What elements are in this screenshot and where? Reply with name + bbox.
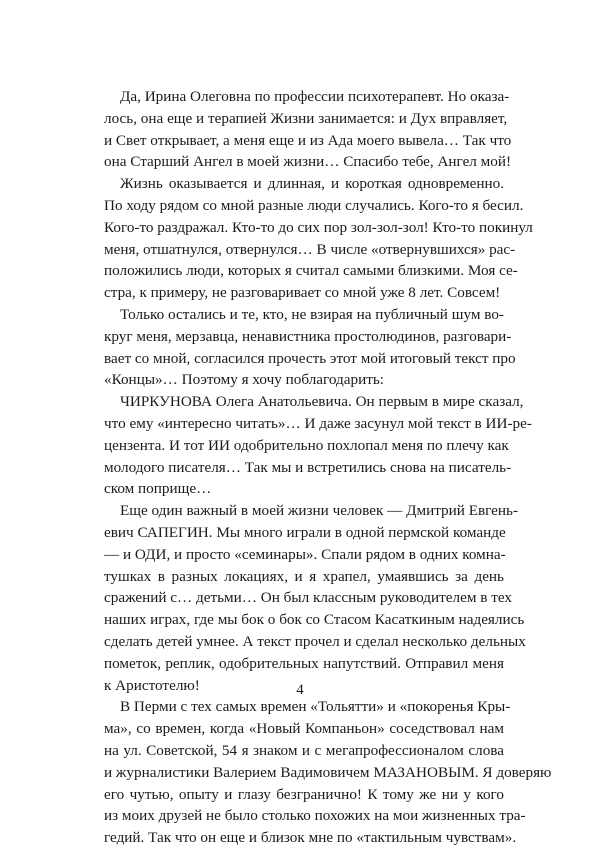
text-line: молодого писателя… Так мы и встретились снова на писатель- [104,458,512,476]
text-line: Да, Ирина Олеговна по профессии психотерапевт. Но оказа- [120,88,510,105]
text-line: пометок, реплик, одобрительных напутствий. Отправил меня [104,654,504,672]
text-line: сделать детей умнее. А текст прочел и сделал несколько дельных [104,632,526,650]
text-line: ма», со времен, когда «Новый Компаньон» соседствовал нам [104,720,504,738]
text-line: его чутью, опыту и глазу безгранично! К тому же ни у кого [104,785,504,803]
text-line: на ул. Советской, 54 я знаком и с мегапрофессионалом слова [104,741,504,759]
text-line: Жизнь оказывается и длинная, и короткая одновременно. [120,175,504,193]
text-line: цензента. И тот ИИ одобрительно похлопал меня по плечу как [104,436,509,454]
text-line: По ходу рядом со мной разные люди случались. Кого-то я бесил. [104,196,524,214]
text-line: тушках в разных локациях, и я храпел, умаявшись за день [104,567,504,585]
text-line: она Старший Ангел в моей жизни… Спасибо тебе, Ангел мой! [104,153,512,171]
text-line: наших играх, где мы бок о бок со Стасом Касаткиным надеялись [104,611,525,629]
body-text [104,86,552,849]
text-line: лось, она еще и терапией Жизни занимается: и Дух вправляет, [104,109,508,127]
text-line: гедий. Так что он еще и близок мне по «тактильным чувствам». [104,829,517,847]
text-line: евич САПЕГИН. Мы много играли в одной пермской команде [104,523,506,541]
text-line: положились люди, которых я считал самыми близкими. Моя се- [104,262,518,280]
text-line: В Перми с тех самых времен «Тольятти» и «покоренья Кры- [120,698,511,716]
text-line: — и ОДИ, и просто «семинары». Спали рядом в одних комна- [104,545,506,563]
text-line: что ему «интересно читать»… И даже засунул мой текст в ИИ-ре- [104,414,532,432]
text-line: ЧИРКУНОВА Олега Анатольевича. Он первым в мире сказал, [120,393,524,411]
page-number: 4 [296,682,304,698]
text-line: вает со мной, согласился прочесть этот мой итоговый текст про [104,349,516,367]
text-line: круг меня, мерзавца, ненавистника простолюдинов, разговари- [104,327,512,345]
text-line: к Аристотелю! [104,676,200,694]
text-line: меня, отшатнулся, отвернулся… В числе «отвернувшихся» рас- [104,240,516,258]
text-line: из моих друзей не было столько похожих на мои жизненных тра- [104,807,526,825]
text-line: Только остались и те, кто, не взирая на публичный шум во- [120,305,504,323]
text-line: Еще один важный в моей жизни человек — Дмитрий Евгень- [120,502,519,520]
text-line: Кого-то раздражал. Кто-то до сих пор зол-зол-зол! Кто-то покинул [104,218,533,236]
text-line: «Концы»… Поэтому я хочу поблагодарить: [104,371,385,389]
text-line: сражений с… детьми… Он был классным руководителем в тех [104,589,512,607]
text-line: ском поприще… [104,480,212,498]
text-line: и журналистики Валерием Вадимовичем МАЗАНОВЫМ. Я доверяю [104,763,552,781]
text-line: стра, к примеру, не разговаривает со мной уже 8 лет. Совсем! [104,284,501,302]
text-line: и Свет открывает, а меня еще и из Ада моего вывела… Так что [104,131,512,149]
